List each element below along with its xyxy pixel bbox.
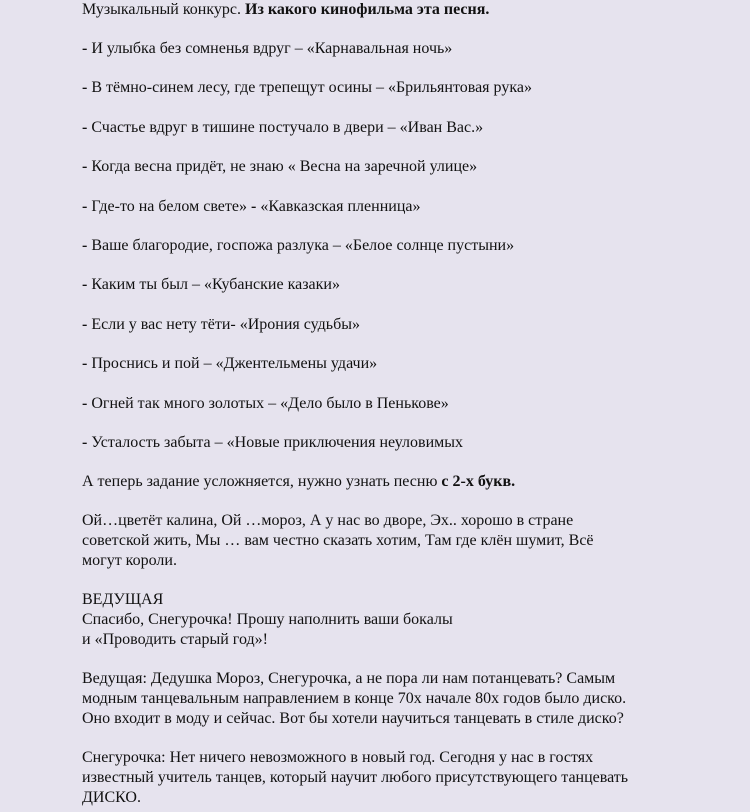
song-lyric: Проснись и пой – «Джентельмены удачи» (87, 355, 378, 373)
contest-question: Из какого кинофильма эта песня. (245, 1, 490, 18)
song-lyric: Где-то на белом свете» (87, 197, 247, 215)
paragraph-line: модным танцевальным направлением в конце 70х начале 80х годов было диско. (82, 690, 627, 708)
paragraph-line: Снегурочка: Нет ничего невозможного в новый год. Сегодня у нас в гостях (82, 749, 594, 767)
song-lyric: В тёмно-синем лесу, где трепещут осины – «Брильянтовая рука» (87, 79, 532, 97)
song-item (82, 354, 722, 374)
song-dash: - (82, 355, 88, 373)
song-lyric: Если у вас нету тёти- «Ирония судьбы» (87, 315, 360, 333)
song-lyric: Каким ты был – «Кубанские казаки» (87, 276, 340, 294)
song-lyric: Счастье вдруг в тишине постучало в двери – «Иван Вас.» (87, 118, 484, 136)
contest-title (82, 0, 722, 20)
song-dash: - (82, 315, 88, 333)
task-paragraph (82, 472, 722, 492)
song-dash-secondary: - (246, 197, 257, 215)
song-lyric: Ваше благородие, госпожа разлука – «Белое солнце пустыни» (87, 236, 515, 254)
song-item (82, 78, 722, 98)
host-heading: ВЕДУЩАЯ (82, 591, 164, 609)
paragraph-line: и «Проводить старый год»! (82, 631, 268, 649)
paragraph-line: Оно входит в моду и сейчас. Вот бы хотели научиться танцевать в стиле диско? (82, 710, 624, 728)
contest-lead: Музыкальный конкурс. (82, 1, 241, 18)
song-dash: - (82, 433, 88, 451)
song-dash: - (82, 118, 88, 136)
song-item (82, 39, 722, 59)
task-emphasis: с 2-х букв. (441, 473, 516, 491)
song-dash: - (82, 197, 88, 215)
song-dash: - (82, 79, 88, 97)
song-item (82, 275, 722, 295)
song-lyric: Огней так много золотых – «Дело было в Пенькове» (87, 394, 449, 412)
paragraph-line: Спасибо, Снегурочка! Прошу наполнить ваши бокалы (82, 611, 453, 629)
host-paragraph (82, 590, 722, 650)
document-page (82, 0, 722, 808)
song-dash: - (82, 40, 88, 57)
song-item (82, 394, 722, 414)
song-lyric: И улыбка без сомненья вдруг – «Карнавальная ночь» (87, 40, 453, 57)
host-dialog-paragraph (82, 669, 722, 729)
song-dash: - (82, 394, 88, 412)
song-lyric: Усталость забыта – «Новые приключения неуловимых (87, 433, 463, 451)
song-lyric-secondary: «Кавказская пленница» (256, 197, 421, 215)
paragraph-line: известный учитель танцев, который научит любого присутствующего танцевать (82, 769, 629, 787)
paragraph-line: Ведущая: Дедушка Мороз, Снегурочка, а не пора ли нам потанцевать? Самым (82, 670, 616, 688)
song-dash: - (82, 236, 88, 254)
two-letter-songs-paragraph (82, 511, 722, 571)
song-dash: - (82, 276, 88, 294)
snow-maiden-dialog-paragraph (82, 748, 722, 808)
song-item (82, 315, 722, 335)
song-item (82, 197, 722, 217)
song-item (82, 433, 722, 453)
song-item (82, 157, 722, 177)
song-lyric: Когда весна придёт, не знаю « Весна на заречной улице» (87, 158, 478, 176)
paragraph-line: советской жить, Мы … вам честно сказать хотим, Там где клён шумит, Всё (82, 532, 594, 550)
paragraph-line: ДИСКО. (82, 789, 141, 807)
song-dash: - (82, 158, 88, 176)
paragraph-line: могут короли. (82, 552, 177, 570)
song-item (82, 236, 722, 256)
song-item (82, 118, 722, 138)
paragraph-line: Ой…цветёт калина, Ой …мороз, А у нас во дворе, Эх.. хорошо в стране (82, 512, 574, 530)
task-text: А теперь задание усложняется, нужно узнать песню (82, 473, 442, 491)
